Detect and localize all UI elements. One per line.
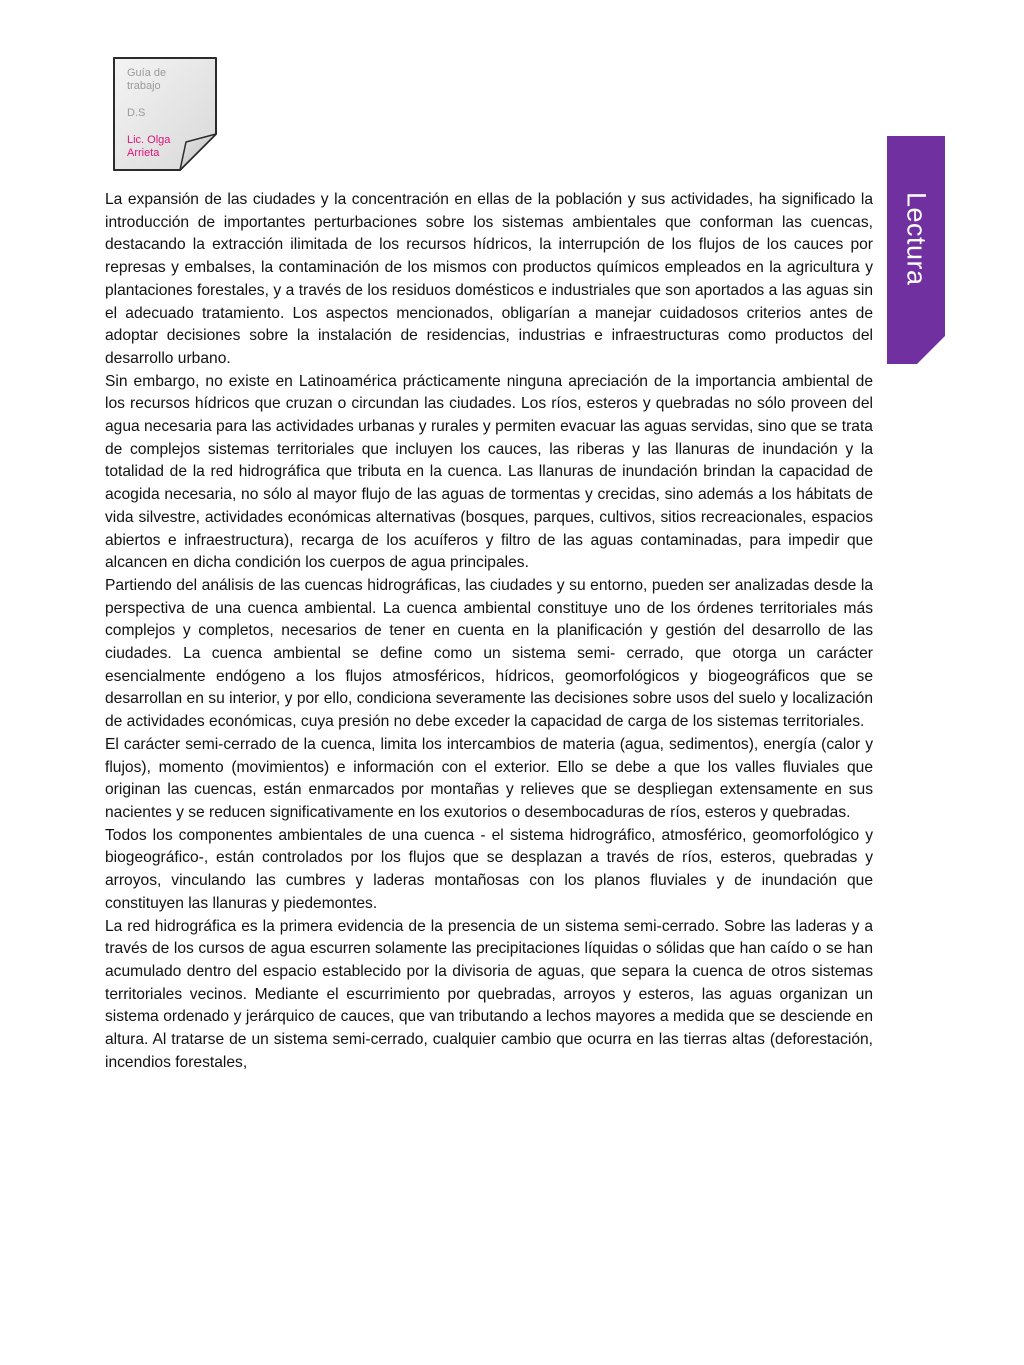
paragraph-6: La red hidrográfica es la primera evidencia de la presencia de un sistema semi-cerrado. Sobre las laderas y a través de los cursos de agua escurren solamente las precipitaciones líquidas o sólidas que han caído o se han acumulado dentro del espacio establecido por la divisoria de aguas, que separa la cuenca de otros sistemas territoriales vecinos. Mediante el escurrimiento por quebradas, arroyos y esteros, las aguas organizan un sistema ordenado y jerárquico de cauces, que van tributando a lechos mayores a medida que se desciende en altura. Al tratarse de un sistema semi-cerrado, cualquier cambio que ocurra en las tierras altas (deforestación, incendios forestales, <box>105 917 873 1071</box>
note-author: Lic. Olga Arrieta <box>127 134 171 159</box>
reading-body <box>105 189 873 1074</box>
sticky-note <box>112 56 218 172</box>
side-tab-label: Lectura <box>901 192 932 286</box>
note-subtitle: D.S <box>127 107 146 119</box>
side-tab <box>887 136 945 364</box>
paragraph-5: Todos los componentes ambientales de una cuenca - el sistema hidrográfico, atmosférico, geomorfológico y biogeográfico-, están controlados por los flujos que se desplazan a través de ríos, esteros, quebradas y arroyos, vinculando las cumbres y laderas montañosas con los planos fluviales y de inundación que constituyen las llanuras y piedemontes. <box>105 826 873 912</box>
paragraph-4: El carácter semi-cerrado de la cuenca, limita los intercambios de materia (agua, sedimentos), energía (calor y flujos), momento (movimientos) e información con el exterior. Ello se debe a que los valles fluviales que originan las cuencas, están enmarcados por montañas y relieves que se despliegan extensamente en sus nacientes y se reducen significativamente en los exutorios o desembocaduras de ríos, esteros y quebradas. <box>105 735 873 821</box>
paragraph-1: La expansión de las ciudades y la concentración en ellas de la población y sus actividades, ha significado la introducción de importantes perturbaciones sobre los sistemas ambientales que conforman las cuencas, destacando la extracción ilimitada de los recursos hídricos, la interrupción de los flujos de los cauces por represas y embalses, la contaminación de los mismos con productos químicos empleados en la agricultura y plantaciones forestales, y a través de los residuos domésticos e industriales que son aportados a las aguas sin el adecuado tratamiento. Los aspectos mencionados, obligarían a manejar cuidadosos criterios antes de adoptar decisiones sobre la instalación de residencias, industrias e infraestructuras como productos del desarrollo urbano. <box>105 191 873 367</box>
paragraph-3: Partiendo del análisis de las cuencas hidrográficas, las ciudades y su entorno, pueden ser analizadas desde la perspectiva de una cuenca ambiental. La cuenca ambiental constituye uno de los órdenes territoriales más complejos y completos, necesarios de tener en cuenta en la planificación y gestión del desarrollo de las ciudades. La cuenca ambiental se define como un sistema semi- cerrado, que otorga un carácter esencialmente endógeno a los flujos atmosféricos, hídricos, geomorfológicos y biogeográficos que se desarrollan en su interior, y por ello, condiciona severamente las decisiones sobre usos del suelo y localización de actividades económicas, cuya presión no debe exceder la capacidad de carga de los sistemas territoriales. <box>105 576 873 731</box>
paragraph-2: Sin embargo, no existe en Latinoamérica prácticamente ninguna apreciación de la importancia ambiental de los recursos hídricos que cruzan o circundan las ciudades. Los ríos, esteros y quebradas no sólo proveen del agua necesaria para las actividades urbanas y rurales y permiten evacuar las aguas servidas, sino que se trata de complejos sistemas territoriales que incluyen los cauces, las riberas y las llanuras de inundación y la totalidad de la red hidrográfica que tributa en la cuenca. Las llanuras de inundación brindan la capacidad de acogida necesaria, no sólo al mayor flujo de las aguas de tormentas y crecidas, sino además a los hábitats de vida silvestre, actividades económicas alternativas (bosques, parques, cultivos, sitios recreacionales, espacios abiertos e infraestructura), recarga de los acuíferos y filtro de las aguas contaminadas, para impedir que alcancen en dicha condición los cuerpos de agua principales. <box>105 372 873 572</box>
note-title: Guía de trabajo <box>127 67 167 92</box>
